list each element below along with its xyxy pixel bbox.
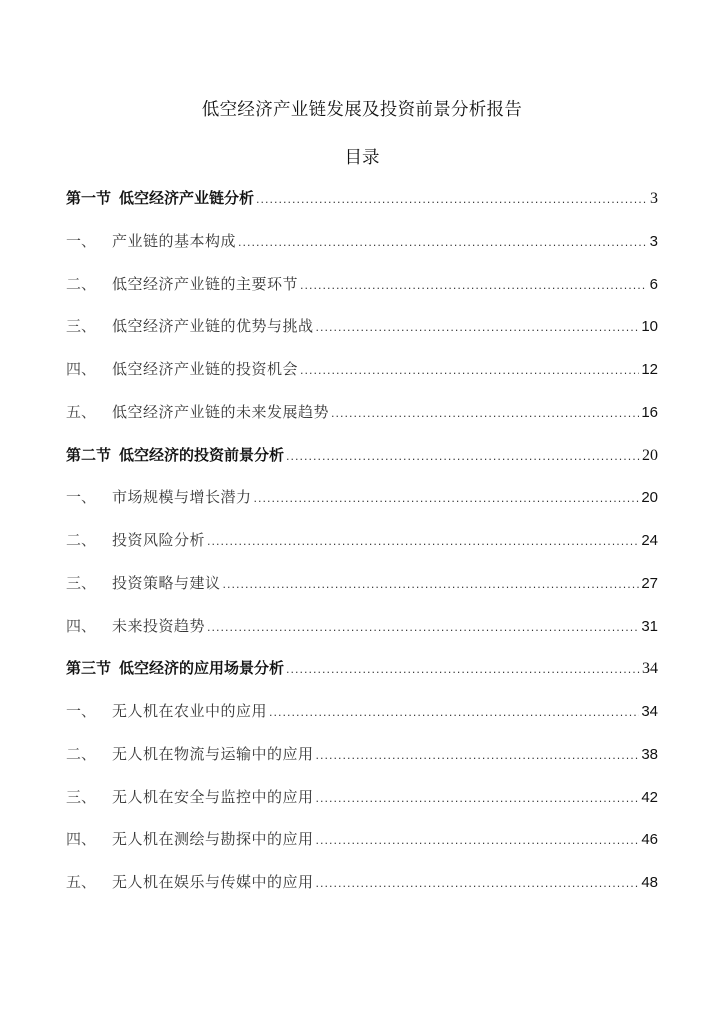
toc-entry-label: 无人机在物流与运输中的应用 [112,744,314,763]
toc-entry-page: 20 [642,446,658,464]
toc-entry-number: 四、 [66,616,97,635]
toc-entry[interactable] [66,357,658,400]
toc-entry-label: 投资策略与建议 [112,573,221,592]
toc-entry[interactable] [66,485,658,528]
toc-entry-label: 低空经济产业链的投资机会 [112,360,299,378]
toc-entry-number: 五、 [66,873,97,891]
toc-entry-label: 投资风险分析 [112,531,206,549]
toc-entry[interactable] [66,870,658,913]
toc-entry-section-3[interactable] [66,656,658,699]
toc-entry-number: 三、 [66,317,97,336]
toc-entry-label: 低空经济产业链的优势与挑战 [112,317,314,336]
toc-entry-number: 第二节 [66,445,112,464]
toc-entry-page: 24 [641,532,658,549]
toc-entry[interactable] [66,400,658,443]
dot-leader [316,872,640,896]
toc-entry-section-2[interactable] [66,443,658,486]
toc-entry-page: 16 [641,403,658,421]
table-of-contents [66,186,658,913]
dot-leader [286,658,640,682]
dot-leader [316,316,640,340]
toc-entry-page: 48 [641,874,658,891]
toc-entry-page: 12 [641,361,658,378]
dot-leader [316,744,640,768]
toc-entry-label: 无人机在农业中的应用 [112,702,268,720]
toc-entry[interactable] [66,699,658,742]
toc-entry[interactable] [66,314,658,357]
toc-entry-number: 二、 [66,274,97,293]
toc-entry-label: 无人机在测绘与勘探中的应用 [112,830,314,849]
dot-leader [316,787,640,811]
dot-leader [207,530,639,554]
toc-entry-number: 二、 [66,531,97,549]
dot-leader [316,829,640,853]
toc-entry-number: 一、 [66,488,97,507]
toc-entry-label: 市场规模与增长潜力 [112,488,252,507]
toc-entry-page: 34 [641,703,658,720]
toc-entry-number: 三、 [66,573,97,592]
toc-entry-number: 二、 [66,744,97,763]
dot-leader [331,402,639,426]
toc-entry[interactable] [66,528,658,571]
toc-entry[interactable] [66,742,658,785]
dot-leader [254,487,640,511]
toc-entry-page: 31 [641,617,658,635]
toc-entry-label: 低空经济产业链的主要环节 [112,274,299,293]
toc-entry-page: 3 [649,232,658,250]
toc-entry-page: 38 [641,745,658,763]
dot-leader [269,701,639,725]
toc-entry-section-1[interactable] [66,186,658,229]
toc-entry[interactable] [66,571,658,614]
toc-entry-number: 四、 [66,360,97,378]
toc-entry-number: 五、 [66,402,97,421]
toc-entry-label: 产业链的基本构成 [112,231,237,250]
toc-entry-page: 46 [641,831,658,849]
toc-entry-number: 一、 [66,702,97,720]
toc-entry-label: 低空经济产业链分析 [119,189,255,207]
toc-entry-page: 20 [641,489,658,507]
toc-entry-page: 10 [641,318,658,336]
dot-leader [223,573,640,597]
toc-entry-label: 无人机在安全与监控中的应用 [112,787,314,806]
toc-entry-page: 3 [650,190,658,207]
toc-entry-number: 第一节 [66,189,112,207]
toc-entry-page: 27 [641,574,658,592]
toc-entry[interactable] [66,827,658,870]
dot-leader [300,274,646,298]
toc-entry-page: 6 [649,275,658,293]
toc-entry-label: 未来投资趋势 [112,616,206,635]
toc-heading: 目录 [344,148,380,168]
toc-entry-number: 三、 [66,787,97,806]
dot-leader [207,616,639,640]
toc-entry[interactable] [66,614,658,657]
dot-leader [238,231,646,255]
toc-entry-label: 无人机在娱乐与传媒中的应用 [112,873,314,891]
dot-leader [256,188,646,212]
dot-leader [300,359,639,383]
toc-entry-page: 34 [642,660,658,678]
document-title: 低空经济产业链发展及投资前景分析报告 [201,100,523,120]
toc-entry[interactable] [66,229,658,272]
toc-entry-number: 一、 [66,231,97,250]
toc-entry[interactable] [66,272,658,315]
toc-entry-label: 低空经济产业链的未来发展趋势 [112,402,330,421]
dot-leader [286,445,640,469]
toc-entry-number: 四、 [66,830,97,849]
toc-entry-label: 低空经济的投资前景分析 [119,445,285,464]
toc-entry-number: 第三节 [66,659,112,678]
toc-entry-label: 低空经济的应用场景分析 [119,659,285,678]
toc-entry-page: 42 [641,788,658,806]
toc-entry[interactable] [66,785,658,828]
